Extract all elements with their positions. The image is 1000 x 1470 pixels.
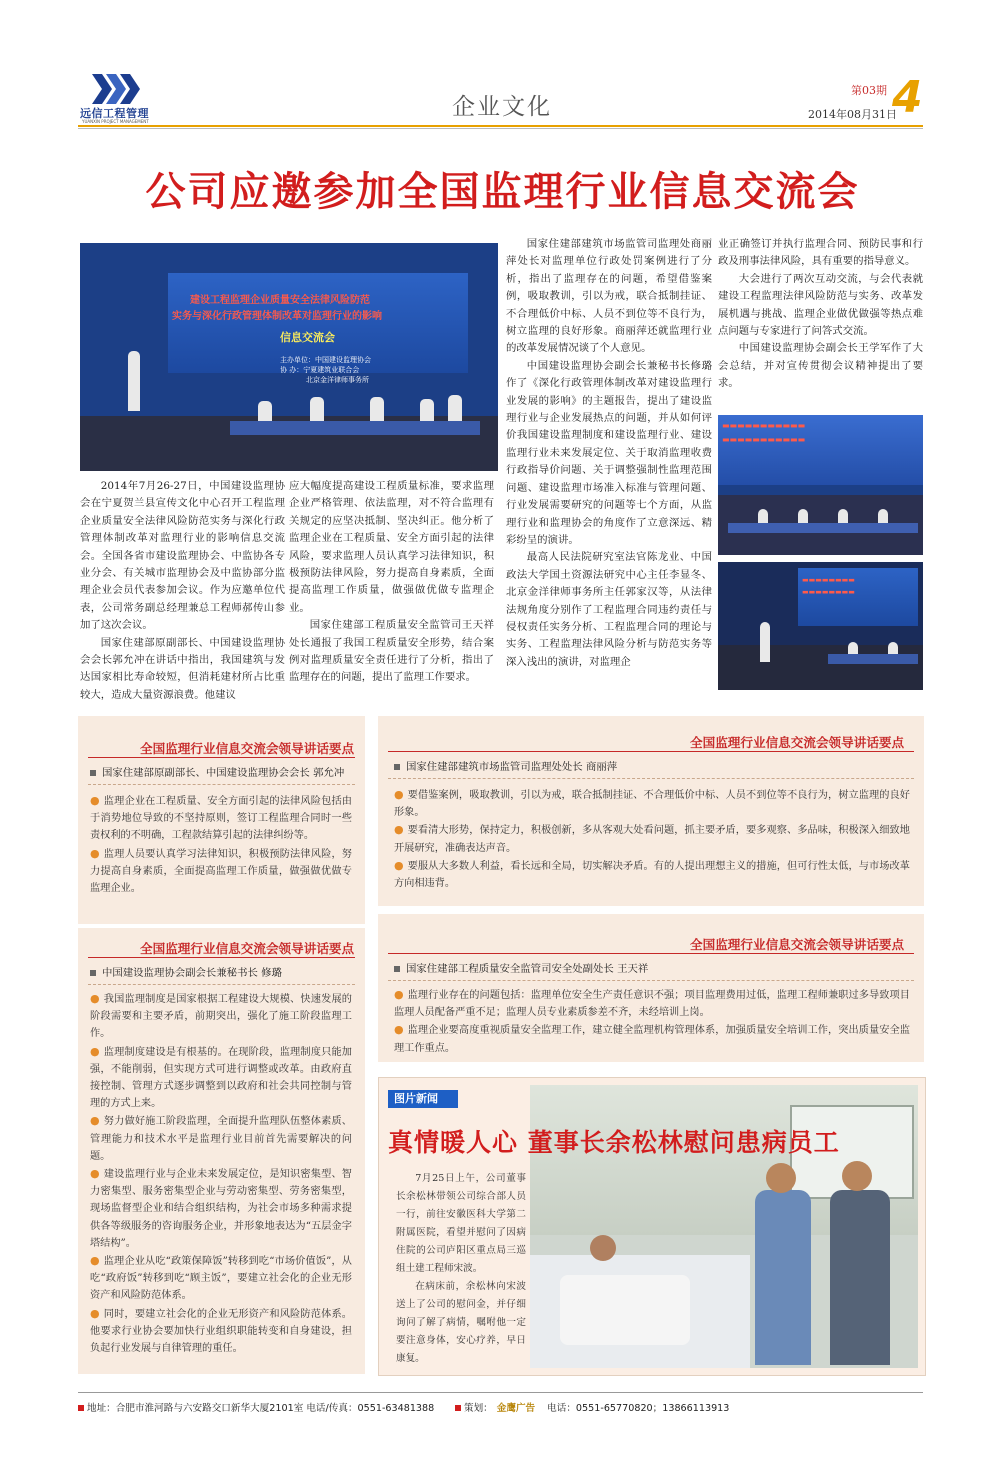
bullet-point: ● 监理人员要认真学习法律知识，积极预防法律风险，努力提高自身素质，全面提高监理工作质量，做强做优做专监理企业。: [90, 846, 352, 895]
page-number: 4: [892, 72, 923, 123]
bullet-point: ● 我国监理制度是国家根据工程建设大规模、快速发展的阶段需要和主要矛盾，前期突出，强化了施工阶段监理工作。: [90, 992, 352, 1040]
paragraph: 7月25日上午，公司董事长余松林带领公司综合部人员一行，前往安徽医科大学第二附属医院，看望并慰问了因病住院的公司庐阳区重点局三巡组土建工程师宋波。: [396, 1173, 526, 1274]
box-title: 全国监理行业信息交流会领导讲话要点: [140, 741, 355, 756]
paragraph: 中国建设监理协会副会长兼秘书长修璐作了《深化行政管理体制改革对建设监理行业发展的影响》的主题报告，提出了建设监理行业与企业发展热点的问题，并从如何评价我国建设监理制度和建设监理行业、建设监理行业未来发展定位、关于取消监理收费行政指导价问题、关于调整强制性监理范围问题、建设监理市场准入标准与管理问题、行业发展需要研究的问题等七个方面，从监理行业和监理协会的角度作了立意深远、精彩纷呈的演讲。: [506, 359, 712, 546]
paragraph: 2014年7月26-27日，中国建设监理协会在宁夏贺兰县宣传文化中心召开工程监理企业质量安全法律风险防范实务与深化行政管理体制改革对监理行业的影响信息交流会。全国各省市建设监理协会、中监协各专业分会、有关城市监理协会及中监协部分监理企业会员代表参加会议。作为应邀单位代表，公司常务副总经理兼总工程师郝传山参加了这次会议。: [80, 480, 285, 632]
paragraph: 在病床前，余松林向宋波送上了公司的慰问金，并仔细询问了解了病情，嘱咐他一定要注意身体，安心疗养，早日康复。: [396, 1281, 526, 1364]
logo-mark-icon: [92, 74, 146, 104]
paragraph: 应大幅度提高建设工程质量标准，要求监理企业严格管理、依法监理，对不符合监理有关规定的应坚决抵制、坚决纠正。他分析了监理企业在工程质量、安全方面引起的法律风险，要求监理人员认真学习法律知识，积极预防法律风险，努力提高自身素质，全面提高监理工作质量，做强做优做专监理企业。: [289, 480, 494, 614]
bullet-dot-icon: ●: [90, 794, 100, 807]
bullet-dot-icon: ●: [90, 846, 100, 860]
bullet-point: ● 监理企业要高度重视质量安全监理工作，建立健全监理机构管理体系，加强质量安全培训工作，突出质量安全监理工作重点。: [394, 1023, 910, 1054]
bullet-point: ● 要看清大形势，保持定力，积极创新，多从客观大处看问题，抓主要矛盾，要多观察、多品味，积极深入细致地开展研究，准确表达声音。: [394, 823, 910, 854]
picture-news-tag: 图片新闻: [388, 1090, 458, 1108]
speech-box-xiu: [78, 928, 365, 1374]
paragraph: 国家住建部原副部长、中国建设监理协会会长郭允冲在讲话中指出，我国建筑与发达国家相比寿命较短，但消耗建材所占比重较大，造成大量资源浪费。他建议: [80, 636, 285, 701]
box-title: 全国监理行业信息交流会领导讲话要点: [690, 735, 905, 750]
box-body: [90, 792, 352, 897]
footer-rule: [78, 1392, 923, 1393]
logo-subtitle: YUANXIN PROJECT MANAGEMENT: [82, 119, 149, 124]
footer-planning: 策划： 金鹰广告 电话：0551-65770820；13866113913: [455, 1400, 729, 1414]
article-title: 公司应邀参加全国监理行业信息交流会: [145, 168, 860, 215]
bullet-dot-icon: ●: [90, 1306, 100, 1320]
speech-box-guo: [78, 716, 365, 924]
article-column-2: [289, 478, 494, 687]
bullet-point: ● 要服从大多数人利益，看长远和全局，切实解决矛盾。有的人提出理想主义的措施，但可行性太低，与市场改革方向相违背。: [394, 858, 910, 890]
bullet-dot-icon: ●: [394, 1023, 404, 1037]
bullet-square-icon: [394, 764, 400, 770]
bullet-dot-icon: ●: [90, 1114, 100, 1128]
conference-photo-2: ▬▬▬▬▬▬▬▬▬▬▬ ▬▬▬▬▬▬▬▬▬▬▬: [718, 415, 923, 555]
conference-photo-3: ▬▬▬▬▬▬▬▬ ▬▬▬▬▬▬▬▬: [718, 562, 923, 690]
bullet-point: ● 监理企业从吃“政策保障饭”转移到吃“市场价值饭”，从吃“政府饭”转移到吃“顾主饭”，要建立社会化的企业无形资产和风险防范体系。: [90, 1254, 352, 1302]
box-title: 全国监理行业信息交流会领导讲话要点: [140, 941, 355, 956]
box-speaker: 国家住建部原副部长、中国建设监理协会会长 郭允冲: [90, 764, 344, 779]
paragraph: 中国建设监理协会副会长王学军作了大会总结，并对宣传贯彻会议精神提出了要求。: [718, 342, 923, 390]
issue-number: 第03期: [851, 84, 887, 97]
box-title: 全国监理行业信息交流会领导讲话要点: [690, 937, 905, 952]
article-column-4: [718, 236, 923, 393]
bullet-square-icon: [90, 770, 96, 776]
bullet-point: ● 要借鉴案例，吸取教训，引以为戒，联合抵制挂证、不合理低价中标、人员不到位等不良行为，树立监理的良好形象。: [394, 788, 910, 819]
box-speaker: 国家住建部建筑市场监管司监理处处长 商丽萍: [394, 758, 617, 773]
paragraph: 业正确签订并执行监理合同、预防民事和行政及刑事法律风险，具有重要的指导意义。: [718, 238, 923, 268]
paragraph: 大会进行了两次互动交流，与会代表就建设工程监理法律风险防范与实务、改革发展机遇与挑战、监理企业做优做强等热点难点问题与专家进行了问答式交流。: [718, 272, 923, 338]
header-rule-thin: [78, 128, 923, 129]
bullet-point: ● 监理制度建设是有根基的。在现阶段，监理制度只能加强，不能削弱，但实现方式可进行调整或改革。由政府直接控制、管理方式逐步调整到以政府和社会共同控制与管理的方式上来。: [90, 1044, 352, 1110]
photo-org1: 主办单位：中国建设监理协会: [280, 356, 371, 364]
photo-banner-line2: 实务与深化行政管理体制改革对监理行业的影响: [172, 311, 382, 322]
picture-news-title: 真情暖人心 董事长余松林慰问患病员工: [388, 1128, 840, 1157]
header-rule: [78, 125, 923, 127]
logo-text: 远信工程管理: [80, 107, 149, 120]
box-speaker: 国家住建部工程质量安全监管司安全处副处长 王天祥: [394, 960, 648, 975]
bullet-dot-icon: ●: [90, 1254, 100, 1268]
bullet-dot-icon: ●: [394, 823, 404, 837]
speech-box-shang: [378, 716, 924, 906]
paragraph: 国家住建部工程质量安全监管司王天祥处长通报了我国工程质量安全形势，结合案例对监理质量安全责任进行了分析，指出了监理存在的问题，提出了监理工作要求。: [289, 619, 494, 684]
bullet-point: ● 同时，要建立社会化的企业无形资产和风险防范体系。他要求行业协会要加快行业组织职能转变和自身建设，担负起行业发展与自律管理的重任。: [90, 1306, 352, 1355]
box-body: [394, 986, 910, 1057]
box-body: [90, 990, 352, 1357]
box-body: [394, 786, 910, 892]
picture-news-text: [396, 1170, 526, 1368]
issue-date: 2014年08月31日: [808, 108, 897, 121]
paragraph: 国家住建部建筑市场监管司监理处商丽萍处长对监理单位行政处罚案例进行了分析，指出了监理存在的问题，希望借鉴案例，吸取教训，引以为戒，联合抵制挂证、不合理低价中标、人员不到位等不良行为，树立监理的良好形象。商丽萍还就监理行业的改革发展情况谈了个人意见。: [506, 238, 712, 355]
conference-photo: [80, 243, 498, 471]
bullet-point: ● 努力做好施工阶段监理，全面提升监理队伍整体素质、管理能力和技术水平是监理行业目前首先需要解决的问题。: [90, 1114, 352, 1162]
bullet-square-icon: [90, 970, 96, 976]
photo-banner-line3: 信息交流会: [280, 331, 335, 344]
bullet-point: ● 监理行业存在的问题包括：监理单位安全生产责任意识不强；项目监理费用过低，监理工程师兼职过多导致项目监理人员配备严重不足；监理人员专业素质参差不齐，未经培训上岗。: [394, 988, 910, 1019]
photo-org2: 协 办：宁夏建筑业联合会: [280, 366, 360, 374]
bullet-dot-icon: ●: [90, 1044, 100, 1058]
box-speaker: 中国建设监理协会副会长兼秘书长 修璐: [90, 964, 282, 979]
speech-box-wang: [378, 914, 924, 1062]
bullet-point: ● 建设监理行业与企业未来发展定位，是知识密集型、智力密集型、服务密集型企业与劳动密集型、劳务密集型，现场监督型企业和结合组织结构，为社会市场多种需求提供各等级服务的咨询服务企业，并形象地表达为“五层金字塔结构”。: [90, 1167, 352, 1249]
article-column-3: [506, 236, 712, 671]
bullet-square-icon: [78, 1405, 84, 1411]
bullet-dot-icon: ●: [394, 988, 404, 1001]
section-title: 企业文化: [452, 94, 552, 120]
planning-brand-logo: 金鹰广告: [496, 1403, 536, 1414]
bullet-dot-icon: ●: [394, 788, 404, 801]
bullet-point: ● 监理企业在工程质量、安全方面引起的法律风险包括由于消势地位导致的不坚持原则，签订工程监理合同时一些责权利的不明确，工程款结算引起的法律纠纷等。: [90, 794, 352, 842]
bullet-dot-icon: ●: [90, 992, 100, 1005]
photo-org3: 北京金洋律师事务所: [306, 376, 369, 384]
footer-address: 地址：合肥市淮河路与六安路交口新华大厦2101室 电话/传真：0551-63481388: [78, 1400, 434, 1414]
bullet-dot-icon: ●: [90, 1167, 100, 1181]
paragraph: 最高人民法院研究室法官陈龙业、中国政法大学国土资源法研究中心主任李显冬、北京金洋律师事务所主任郭家汉等，从法律法规角度分别作了工程监理合同违约责任与侵权责任实务分析、工程监理合同的理论与实务、工程监理法律风险分析与防范实务等深入浅出的演讲，对监理企: [506, 551, 712, 668]
photo-banner-line1: 建设工程监理企业质量安全法律风险防范: [190, 295, 370, 306]
bullet-dot-icon: ●: [394, 858, 404, 872]
bullet-square-icon: [455, 1405, 461, 1411]
bullet-square-icon: [394, 966, 400, 972]
article-column-1: [80, 478, 285, 704]
